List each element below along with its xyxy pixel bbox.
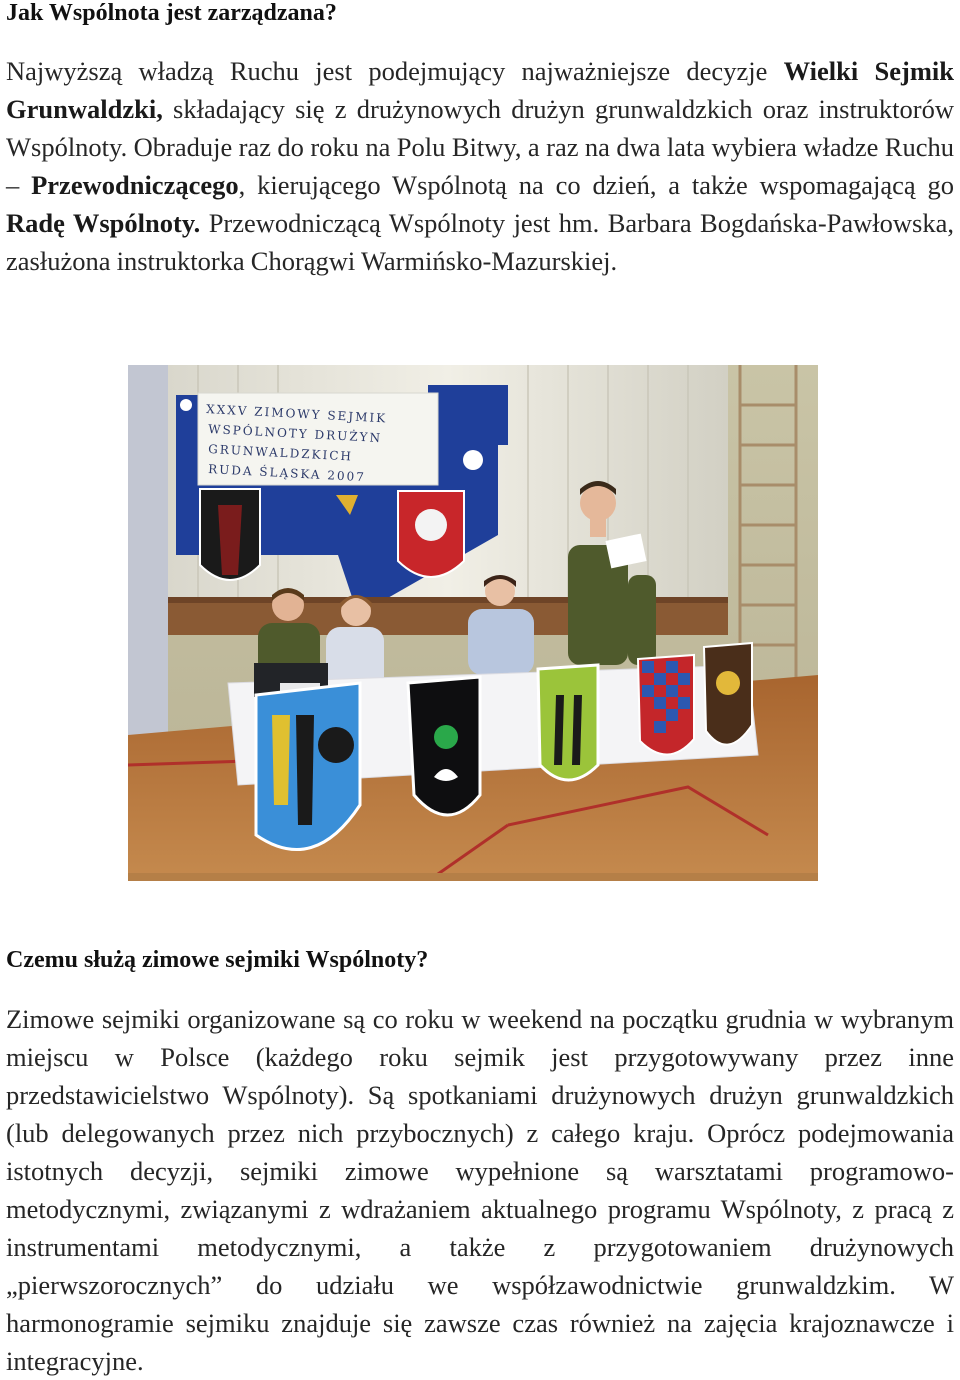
paragraph-winter-sejmiks: Zimowe sejmiki organizowane są co roku w weekend na początku grudnia w wybranym miejscu w Polsce (każdego roku sejmik jest przygotowywany przez inne przedstawicielstwo Wspólnoty). Są spotkaniami drużynowych drużyn grunwaldzkich (lub delegowanych przez nich przybocznych) z całego kraju. Oprócz podejmowania istotnych decyzji, sejmiki zimowe wypełnione są warsztatami programowo-metodycznymi, związanymi z wdrażaniem aktualnego programu Wspólnoty, z pracą z instrumentami metodycznymi, a także z przygotowaniem drużynowych „pierwszorocznych” do udziału we współzawodnictwie grunwaldzkim. W harmonogramie sejmiku znajduje się zawsze czas również na zajęcia krajoznawcze i integracyjne. [6, 1004, 954, 1376]
paragraph-text: Przewodniczącą Wspólnoty jest hm. Barbara Bogdańska-Pawłowska, zasłużona instruktorka Chorągwi Warmińsko-Mazurskiej. [6, 208, 954, 276]
banner-line-4: RUDA ŚLĄSKA 2007 [207, 462, 367, 485]
paragraph-management [6, 52, 954, 280]
paragraph-text: , kierującego Wspólnotą na co dzień, a także wspomagającą go [238, 170, 954, 200]
section-heading-winter-sejmiks: Czemu służą zimowe sejmiki Wspólnoty? [6, 947, 429, 973]
bold-term-rada: Radę Wspólnoty. [6, 208, 201, 238]
paragraph-text: Najwyższą władzą Ruchu jest podejmujący najważniejsze decyzje [6, 56, 784, 86]
bold-term-wielki-sejmik: Wielki Sejmik Grunwaldzki, [6, 56, 954, 124]
paragraph-text: składający się z drużynowych drużyn grunwaldzkich oraz instruktorów Wspólnoty. Obraduje raz do roku na Polu Bitwy, a raz na dwa lata wybiera władze Ruchu – [6, 94, 954, 200]
sejmik-meeting-photo [128, 365, 818, 881]
section-heading-management: Jak Wspólnota jest zarządzana? [6, 0, 337, 26]
banner-line-3: GRUNWALDZKICH [207, 442, 354, 464]
table-shield-green [538, 665, 598, 780]
banner-line-1: XXXV ZIMOWY SEJMIK [205, 402, 388, 426]
bold-term-przewodniczacy: Przewodniczącego [31, 170, 239, 200]
photo-pillar [128, 365, 168, 745]
banner-line-2: WSPÓLNOTY DRUŻYN [207, 422, 383, 446]
